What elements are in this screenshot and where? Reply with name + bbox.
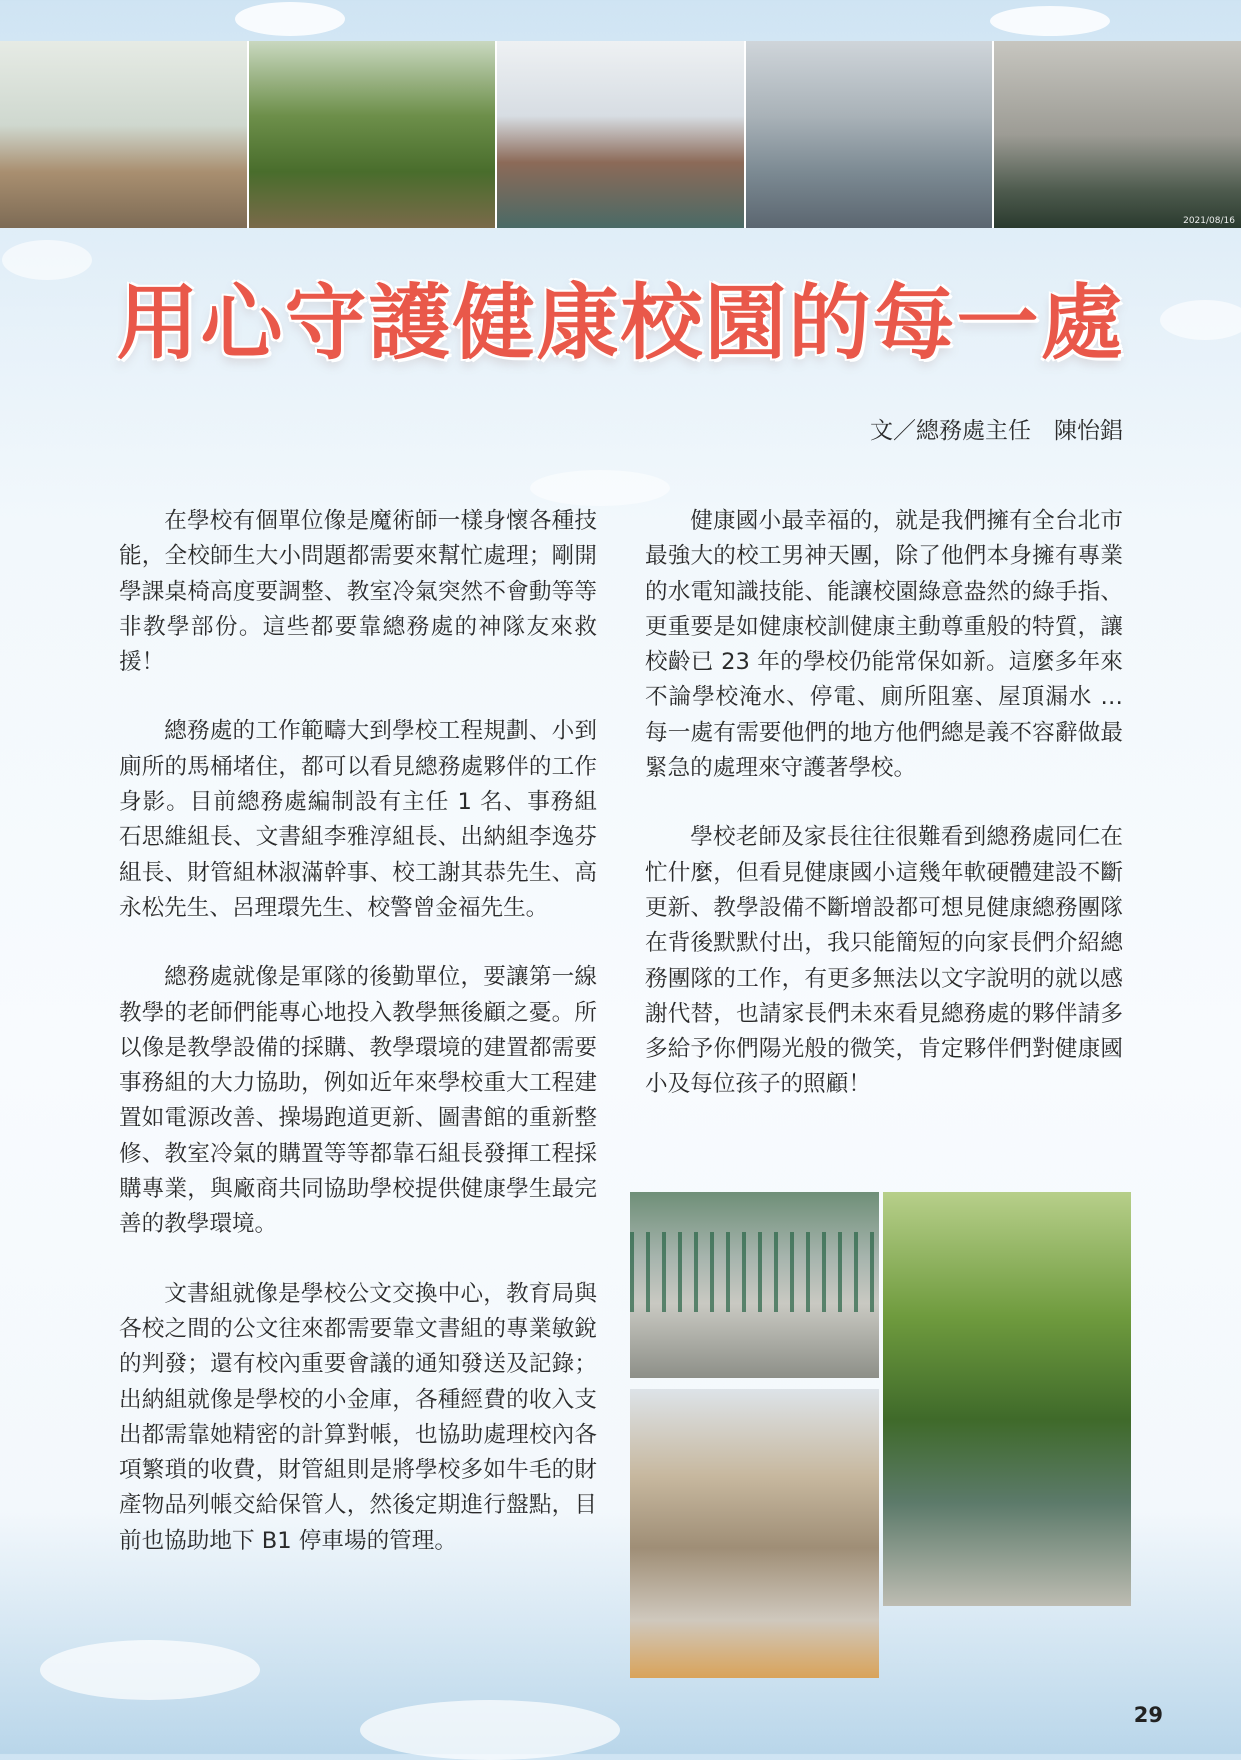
railing-shape xyxy=(630,1232,879,1312)
article-paragraph: 總務處的工作範疇大到學校工程規劃、小到廁所的馬桶堵住，都可以看見總務處夥伴的工作身影。目前總務處編制設有主任 1 名、事務組石思維組長、文書組李雅淳組長、出納組李逸芬組長、財管組林淑滿幹事、校工謝其恭先生、高永松先生、呂理環先生、校警曾金福先生。 xyxy=(119,718,597,921)
photo-gardening-worker xyxy=(249,41,498,228)
article-paragraph: 總務處就像是軍隊的後勤單位，要讓第一線教學的老師們能專心地投入教學無後顧之憂。所以像是教學設備的採購、教學環境的建置都需要事務組的大力協助，例如近年來學校重大工程建置如電源改善、操場跑道更新、圖書館的重新整修、教室冷氣的購置等等都靠石組長發揮工程採購專業，與廠商共同協助學校提供健康學生最完善的教學環境。 xyxy=(119,964,597,1238)
decorative-cloud xyxy=(235,2,345,36)
page-number: 29 xyxy=(1133,1703,1163,1727)
photo-date-stamp: 2021/08/16 xyxy=(1183,216,1235,226)
article-paragraph: 文書組就像是學校公文交換中心，教育局與各校之間的公文往來都需要靠文書組的專業敏銳的判發；還有校內重要會議的通知發送及記錄；出納組就像是學校的小金庫，各種經費的收入支出都需靠她精密的計算對帳，也協助處理校內各項繁瑣的收費，財管組則是將學校多如牛毛的財產物品列帳交給保管人，然後定期進行盤點，目前也協助地下 B1 停車場的管理。 xyxy=(119,1280,597,1554)
photo-disinfecting-classroom xyxy=(0,41,249,228)
decorative-cloud xyxy=(2,240,92,280)
decorative-cloud xyxy=(360,1700,620,1760)
article-paragraph: 在學校有個單位像是魔術師一樣身懷各種技能，全校師生大小問題都需要來幫忙處理；剛開學課桌椅高度要調整、教室冷氣突然不會動等等非教學部份。這些都要靠總務處的神隊友來救援！ xyxy=(119,508,597,676)
article-column-left xyxy=(119,504,597,1593)
decorative-cloud xyxy=(1160,300,1241,340)
photo-staff-group xyxy=(497,41,746,228)
header-photo-strip xyxy=(0,41,1241,228)
decorative-cloud xyxy=(990,6,1110,36)
photo-pruning-trees xyxy=(883,1192,1131,1606)
article-column-right xyxy=(645,504,1123,1137)
photo-worker-at-railing xyxy=(630,1192,879,1378)
article-paragraph: 學校老師及家長往往很難看到總務處同仁在忙什麼，但看見健康國小這幾年軟硬體建設不斷更新、教學設備不斷增設都可想見健康總務團隊在背後默默付出，我只能簡短的向家長們介紹總務團隊的工作，有更多無法以文字說明的就以感謝代替，也請家長們未來看見總務處的夥伴請多多給予你們陽光般的微笑，肯定夥伴們對健康國小及每位孩子的照顧！ xyxy=(645,824,1123,1098)
article-byline: 文／總務處主任 陳怡錩 xyxy=(870,418,1123,444)
decorative-cloud xyxy=(530,470,670,506)
photo-stacked-chairs xyxy=(630,1389,879,1678)
decorative-cloud xyxy=(40,1640,260,1700)
article-title: 用心守護健康校園的每一處 xyxy=(116,275,1125,371)
article-paragraph: 健康國小最幸福的，就是我們擁有全台北市最強大的校工男神天團，除了他們本身擁有專業的水電知識技能、能讓校園綠意盎然的綠手指、更重要是如健康校訓健康主動尊重般的特質，讓校齡已 23 年的學校仍能常保如新。這麼多年來不論學校淹水、停電、廁所阻塞、屋頂漏水 … 每一處有需要他們的地方他們總是義不容辭做最緊急的處理來守護著學校。 xyxy=(645,508,1123,782)
photo-paperwork xyxy=(746,41,995,228)
photo-safe-room xyxy=(994,41,1241,228)
